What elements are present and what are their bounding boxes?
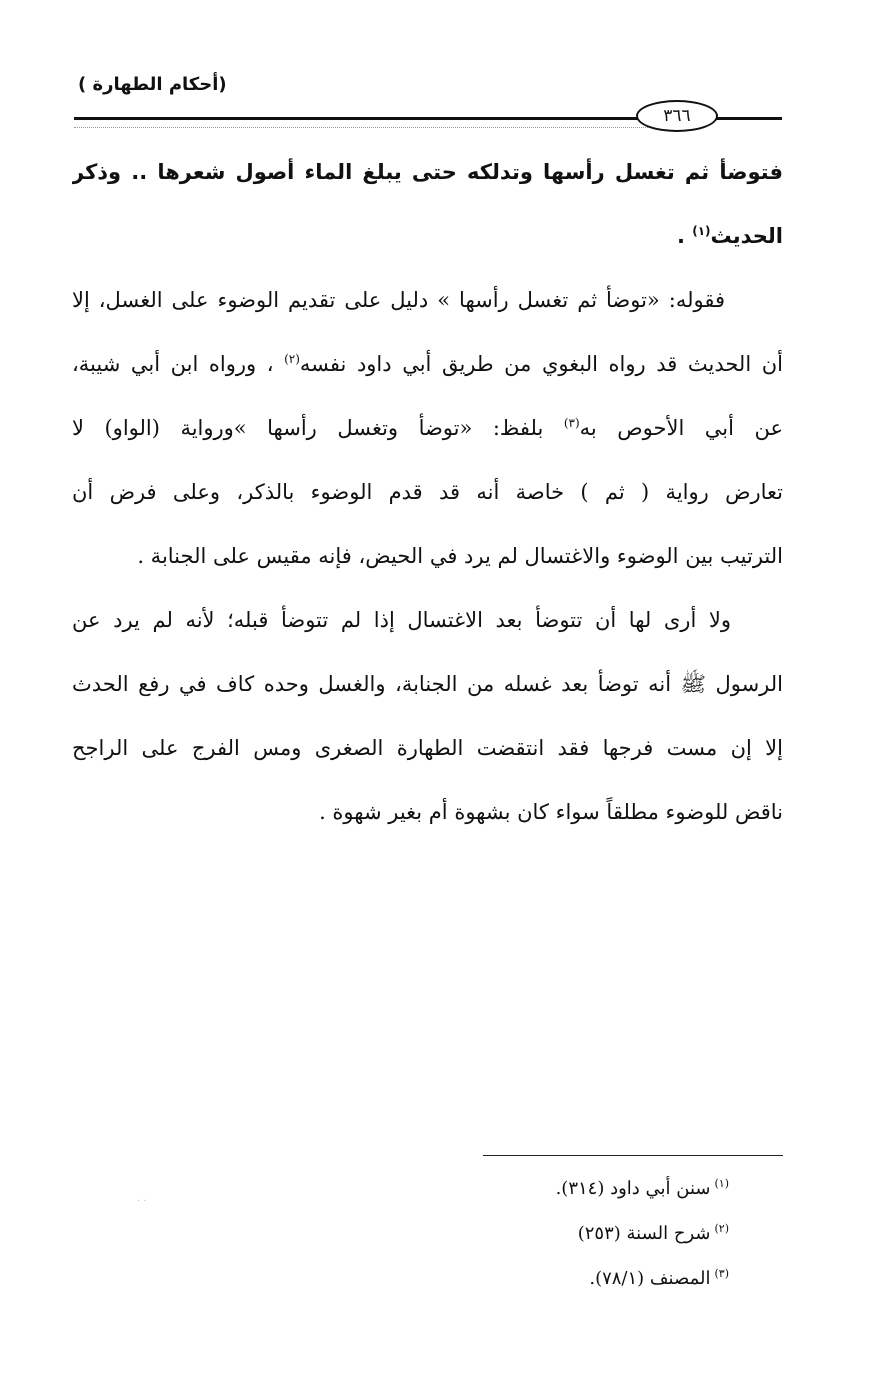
footnotes — [556, 1166, 729, 1301]
footnote-text: شرح السنة (٢٥٣) — [577, 1223, 711, 1244]
footnote-marker: (١) — [714, 1177, 729, 1190]
body-line: الرسول ﷺ أنه توضأ بعد غسله من الجنابة، والغسل وحده كاف في رفع الحدث — [72, 672, 783, 696]
body-line: تعارض رواية ( ثم ) خاصة أنه قد قدم الوضوء بالذكر، وعلى فرض أن — [72, 480, 783, 504]
body-line: فتوضأ ثم تغسل رأسها وتدلكه حتى يبلغ الماء أصول شعرها .. وذكر — [72, 160, 783, 184]
body-line: فقوله: «توضأ ثم تغسل رأسها » دليل على تقديم الوضوء على الغسل، إلا — [72, 288, 725, 312]
body-line: ولا أرى لها أن تتوضأ بعد الاغتسال إذا لم تتوضأ قبله؛ لأنه لم يرد عن — [72, 608, 731, 632]
body-line: الحديث$^{(١)}$ . — [676, 224, 783, 248]
footnote-separator — [483, 1155, 783, 1156]
footnote-item — [556, 1211, 729, 1256]
header-rule-dotted — [74, 127, 654, 128]
body-text — [72, 140, 783, 844]
footnote-ref: (٣) — [563, 416, 580, 430]
footnote-text: سنن أبي داود (٣١٤). — [555, 1178, 711, 1199]
footnote-ref: (٢) — [284, 352, 300, 366]
body-line: أن الحديث قد رواه البغوي من طريق أبي داود نفسه$^{(٢)}$ ، ورواه ابن أبي شيبة، — [72, 352, 783, 376]
footnote-item — [556, 1166, 729, 1211]
body-line: ناقض للوضوء مطلقاً سواء كان بشهوة أم بغير شهوة . — [319, 800, 783, 824]
footnote-marker: (٢) — [714, 1222, 729, 1235]
page-number: ٣٦٦ — [663, 106, 691, 126]
running-header-title: (أحكام الطهارة ) — [78, 74, 227, 95]
body-line: عن أبي الأحوص به$^{(٣)}$ بلفظ: «توضأ وتغسل رأسها »ورواية (الواو) لا — [72, 416, 783, 440]
scan-speck: · · — [137, 1196, 147, 1207]
footnote-text: المصنف (٧٨/١). — [589, 1268, 711, 1289]
body-line: الترتيب بين الوضوء والاغتسال لم يرد في الحيض، فإنه مقيس على الجنابة . — [137, 544, 783, 568]
body-line: إلا إن مست فرجها فقد انتقضت الطهارة الصغرى ومس الفرج على الراجح — [72, 736, 783, 760]
footnote-ref: (١) — [692, 224, 711, 238]
page-number-oval — [636, 100, 718, 132]
footnote-marker: (٣) — [714, 1267, 729, 1280]
footnote-item — [556, 1256, 729, 1301]
